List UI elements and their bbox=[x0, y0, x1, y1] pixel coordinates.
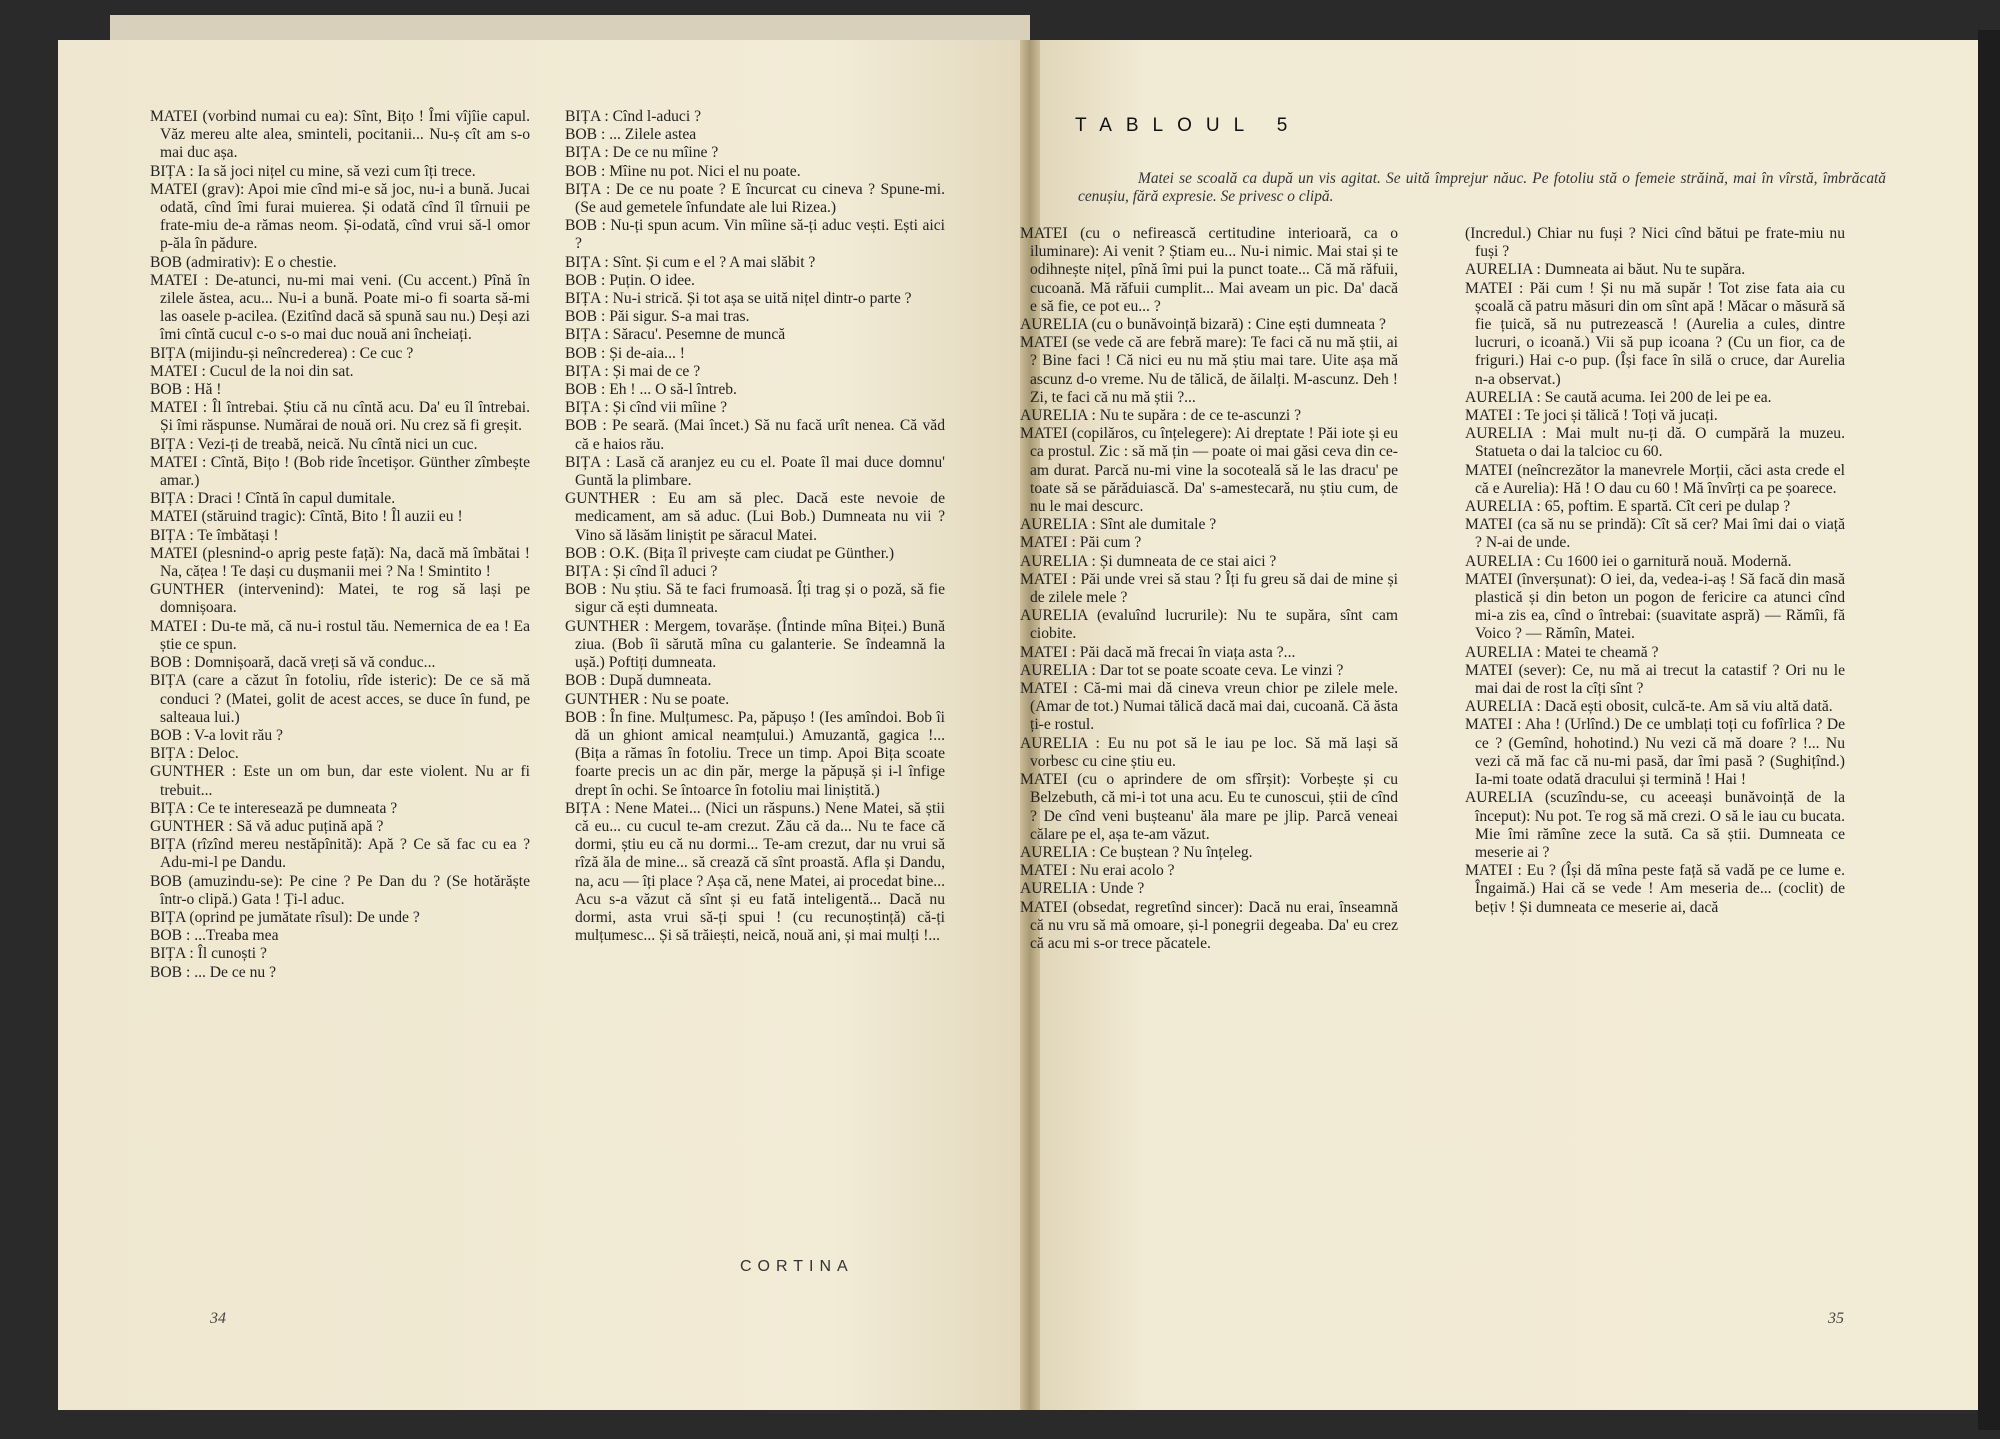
dialogue-line: AURELIA : Se caută acuma. Iei 200 de lei pe ea. bbox=[1465, 388, 1772, 406]
dialogue-line: MATEI (cu o aprindere de om sfîrșit): Vorbește și cu Belzebuth, că mi-i tot una acu. Eu te cunoscui, știi de cînd ? De cînd veni bușteanu' ăla mare pe jlip. Parcă veneai călare pe el, așa te-am văzut. bbox=[1020, 771, 1398, 843]
dialogue-line: BIȚA : Deloc. bbox=[150, 745, 239, 763]
book-cover-edge bbox=[1978, 30, 2000, 1430]
dialogue-line: AURELIA : Matei te cheamă ? bbox=[1465, 643, 1659, 661]
dialogue-line: BIȚA : Vezi-ți de treabă, neică. Nu cîntă nici un cuc. bbox=[150, 435, 478, 453]
dialogue-line: MATEI : Aha ! (Urlînd.) De ce umblați toți cu fofîrlica ? De ce ? (Gemînd, hohotind.) Nu vezi că mă doare ? !... Nu vezi că mă fac că nu-mi pasă, dar îmi pasă ? (Sughițînd.) Ia-mi toate odată dracului și termină ! Hai ! bbox=[1465, 716, 1845, 789]
dialogue-line: AURELIA : Unde ? bbox=[1020, 880, 1145, 898]
dialogue-line: BIȚA : Draci ! Cîntă în capul dumitale. bbox=[150, 490, 396, 508]
dialogue-line: AURELIA : Dacă ești obosit, culcă-te. Am să viu altă dată. bbox=[1465, 698, 1833, 716]
dialogue-line: BOB : ... De ce nu ? bbox=[150, 963, 277, 981]
dialogue-line: BOB : Eh ! ... O să-l întreb. bbox=[565, 381, 737, 399]
dialogue-line: AURELIA : Mai mult nu-ți dă. O cumpără la muzeu. Statueta o dai la talcioc cu 60. bbox=[1465, 425, 1845, 461]
dialogue-line: MATEI (obsedat, regretînd sincer): Dacă nu erai, înseamnă că nu vru să mă omoare, și-l ponegrii degeaba. Da' eu crez că acu mi s-or trece păcatele. bbox=[1020, 898, 1398, 952]
dialogue-line: BIȚA : Săracu'. Pesemne de muncă bbox=[565, 326, 786, 344]
dialogue-line: AURELIA : Dumneata ai băut. Nu te supăra. bbox=[1465, 261, 1746, 279]
dialogue-line: MATEI : Păi cum ? bbox=[1020, 534, 1142, 552]
dialogue-line: MATEI (stăruind tragic): Cîntă, Bito ! Îl auzii eu ! bbox=[150, 508, 463, 526]
dialogue-line: MATEI : Păi dacă mă frecai în viața asta ?... bbox=[1020, 643, 1296, 661]
dialogue-line: BOB (amuzindu-se): Pe cine ? Pe Dan du ? (Se hotărăște într-o clipă.) Gata ! Ți-l aduc. bbox=[150, 872, 530, 908]
dialogue-line: GUNTHER : Este un om bun, dar este violent. Nu ar fi trebuit... bbox=[150, 763, 530, 799]
dialogue-line: MATEI : De-atunci, nu-mi mai veni. (Cu accent.) Pînă în zilele ăstea, acu... Nu-i a bună. Poate mi-o fi soarta să-mi las oasele p-acilea. (Ezitînd dacă să spună sau nu.) Deși azi îmi cîntă cucul c-o s-o mai duc nouă ani încheiați. bbox=[150, 271, 530, 344]
dialogue-line: BOB : O.K. (Bița îl privește cam ciudat pe Günther.) bbox=[565, 544, 895, 562]
dialogue-line: MATEI (neîncrezător la manevrele Morții, căci asta crede el că e Aurelia): Hă ! O dau cu 60 ! Mă învîrți ca pe șoarece. bbox=[1465, 461, 1845, 497]
left-page-column-2 bbox=[565, 108, 945, 945]
dialogue-line: MATEI : Îl întrebai. Știu că nu cîntă acu. Da' eu îl întrebai. Și îmi răspunse. Numărai de nouă ori. Nu crez să fi greșit. bbox=[150, 399, 530, 435]
dialogue-line: BOB : Și de-aia... ! bbox=[565, 344, 685, 362]
dialogue-line: GUNTHER : Nu se poate. bbox=[565, 690, 730, 708]
dialogue-line: BIȚA : De ce nu mîine ? bbox=[565, 144, 719, 162]
dialogue-line: BOB : Mîine nu pot. Nici el nu poate. bbox=[565, 162, 801, 180]
dialogue-line: MATEI (plesnind-o aprig peste față): Na, dacă mă îmbătai ! Na, cățea ! Te dași cu dușmanii mei ? Na ! Smintito ! bbox=[150, 544, 530, 581]
dialogue-line: BIȚA : Ce te interesează pe dumneata ? bbox=[150, 799, 398, 817]
dialogue-line: GUNTHER : Să vă aduc puțină apă ? bbox=[150, 817, 384, 835]
dialogue-line: BIȚA : Ia să joci nițel cu mine, să vezi cum îți trece. bbox=[150, 162, 476, 180]
right-page-column-1 bbox=[1020, 225, 1398, 953]
cortina-label: CORTINA bbox=[740, 1258, 854, 1275]
dialogue-line: BOB : După dumneata. bbox=[565, 672, 712, 690]
dialogue-line: BIȚA : De ce nu poate ? E încurcat cu cineva ? Spune-mi. (Se aud gemetele înfundate ale lui Rizea.) bbox=[565, 180, 945, 217]
dialogue-line: MATEI : Păi unde vrei să stau ? Îți fu greu să dai de mine și de zilele mele ? bbox=[1020, 570, 1398, 607]
dialogue-line: BOB : ... Zilele astea bbox=[565, 126, 697, 144]
dialogue-line: MATEI (grav): Apoi mie cînd mi-e să joc, nu-i a bună. Jucai odată, cînd îmi furai muierea. Și odată cînd îl tîrnuii pe frate-miu de-a rămas neom. Și-odată, cînd vrui să-l omor p-ăla în pădure. bbox=[150, 180, 530, 253]
dialogue-line: MATEI : Te joci și tălică ! Toți vă jucați. bbox=[1465, 407, 1718, 425]
dialogue-line: BOB : Nu-ți spun acum. Vin mîine să-ți aduc vești. Ești aici ? bbox=[565, 217, 945, 253]
dialogue-line: BIȚA : Și cînd îl aduci ? bbox=[565, 563, 718, 581]
dialogue-line: MATEI (vorbind numai cu ea): Sînt, Bițo ! Îmi vîjîie capul. Văz mereu alte alea, sminteli, pocitanii... Nu-ș cît am s-o mai duc așa. bbox=[150, 108, 530, 162]
dialogue-line: BOB : Pe seară. (Mai încet.) Să nu facă urît nenea. Că văd că e haios rău. bbox=[565, 417, 945, 453]
page-number-left: 34 bbox=[210, 1310, 226, 1327]
dialogue-line: BIȚA : Te îmbătași ! bbox=[150, 526, 279, 544]
dialogue-line: BOB : ...Treaba mea bbox=[150, 927, 279, 945]
dialogue-line: BIȚA : Nene Matei... (Nici un răspuns.) Nene Matei, să știi că eu... cu cucul te-am crezut. Zău că da... Nu te face că dormi, știu eu că nu dormi... Te-am crezut, dar nu vrui să rîză ăla de mine... să crează că sînt proastă. Afla și Dandu, na, acu — îți place ? Așa că, nene Matei, ai procedat bine... Acu s-a văzut că sînt și eu fată inteligentă... Dacă nu dormi, asta vrui să-ți spui ! (cu recunoștință) că-ți mulțumesc... Și să trăiești, neică, nouă ani, și mai mulți !... bbox=[565, 799, 945, 945]
dialogue-line: BIȚA (mijindu-și neîncrederea) : Ce cuc ? bbox=[150, 344, 414, 362]
dialogue-line: MATEI : Că-mi mai dă cineva vreun chior pe zilele mele. (Amar de tot.) Numai tălică dacă mai dai, cucoană. Că ăsta ți-e rostul. bbox=[1020, 680, 1398, 734]
dialogue-line: MATEI (cu o nefirească certitudine interioară, ca o iluminare): Ai venit ? Știam eu... Nu-i nimic. Mai stai și te odihnește nițel, pînă îmi pui la punct toate... Că mă răfuii, cucoană. Mă răfuii cumplit... Mai aveam un pic. Da' dacă e să fie, ce pot eu... ? bbox=[1020, 225, 1398, 315]
dialogue-line: MATEI : Nu erai acolo ? bbox=[1020, 862, 1175, 880]
dialogue-line: AURELIA : Eu nu pot să le iau pe loc. Să mă lași să vorbesc cu cine știu eu. bbox=[1020, 734, 1398, 770]
dialogue-line: BIȚA : Cînd l-aduci ? bbox=[565, 108, 701, 125]
dialogue-line: MATEI : Du-te mă, că nu-i rostul tău. Nemernica de ea ! Ea știe ce spun. bbox=[150, 617, 530, 653]
dialogue-line: BIȚA : Și cînd vii mîine ? bbox=[565, 399, 727, 417]
dialogue-line: BOB : Păi sigur. S-a mai tras. bbox=[565, 308, 750, 326]
dialogue-line: MATEI (se vede că are febră mare): Te faci că nu mă știi, ai ? Bine faci ! Că nici eu nu mă știu mai tare. Uite așa mă ascunz d-o vreme. Nu de tălică, de ăilalți. M-ascunz. Deh ! Zi, te faci că nu mă știi ?... bbox=[1020, 334, 1398, 406]
page-number-right: 35 bbox=[1828, 1310, 1844, 1327]
dialogue-line: BOB : Puțin. O idee. bbox=[565, 271, 695, 289]
dialogue-line: BIȚA : Lasă că aranjez eu cu el. Poate îl mai duce domnu' Guntă la plimbare. bbox=[565, 453, 945, 490]
dialogue-line: (Incredul.) Chiar nu fuși ? Nici cînd bătui pe frate-miu nu fuși ? bbox=[1465, 225, 1845, 261]
tableau-title: TABLOUL 5 bbox=[1075, 115, 1302, 136]
dialogue-line: BIȚA : Îl cunoști ? bbox=[150, 945, 267, 963]
dialogue-line: AURELIA (evaluînd lucrurile): Nu te supăra, sînt cam ciobite. bbox=[1020, 607, 1398, 643]
dialogue-line: BOB : Nu știu. Să te faci frumoasă. Îți trag și o poză, să fie sigur că ești dumneata. bbox=[565, 581, 945, 617]
dialogue-line: AURELIA : Cu 1600 iei o garnitură nouă. Modernă. bbox=[1465, 552, 1792, 570]
dialogue-line: BOB : Hă ! bbox=[150, 381, 222, 399]
dialogue-line: AURELIA : Dar tot se poate scoate ceva. Le vinzi ? bbox=[1020, 661, 1344, 679]
dialogue-line: MATEI (copilăros, cu înțelegere): Ai dreptate ! Păi iote și eu ca prostul. Zic : să mă țin — poate oi mai găsi ceva din ce-am durat. Parcă nu-mi vine la socoteală să le las dracu' pe toate să se părăduiască. Da' s-amestecară, nu știu cum, de nu le mai descurc. bbox=[1020, 425, 1398, 516]
dialogue-line: MATEI : Păi cum ! Și nu mă supăr ! Tot zise fata aia cu școală că patru măsuri din om sînt apă ! Măcar o măsură să fie țuică, să nu putrezească ! (Aurelia a cules, dintre lucruri, o icoană.) Vii să pup icoana ? (Cu un fior, ca de friguri.) Hai c-o pup. (Își face în silă o cruce, dar Aurelia n-a observat.) bbox=[1465, 279, 1845, 388]
dialogue-line: MATEI : Cucul de la noi din sat. bbox=[150, 362, 354, 380]
dialogue-line: AURELIA : 65, poftim. E spartă. Cît ceri pe dulap ? bbox=[1465, 498, 1791, 516]
dialogue-line: BOB : V-a lovit rău ? bbox=[150, 726, 283, 744]
dialogue-line: GUNTHER : Eu am să plec. Dacă este nevoie de medicament, am să aduc. (Lui Bob.) Dumneata nu vii ? Vino să lăsăm liniștit pe săracul Matei. bbox=[565, 490, 945, 544]
stage-direction: Matei se scoală ca după un vis agitat. Se uită împrejur năuc. Pe fotoliu stă o femeie străină, mai în vîrstă, îmbrăcată cenușiu, fără expresie. Se privesc o clipă. bbox=[1078, 170, 1886, 205]
dialogue-line: MATEI : Eu ? (Își dă mîna peste față să vadă pe ce lume e. Îngaimă.) Hai că se vede ! Am meseria de... (coclit) de bețiv ! Și dumneata ce meserie ai, dacă bbox=[1465, 862, 1845, 916]
dialogue-line: GUNTHER (intervenind): Matei, te rog să lași pe domnișoara. bbox=[150, 581, 530, 617]
dialogue-line: MATEI (sever): Ce, nu mă ai trecut la catastif ? Ori nu le mai dai de rost la cîți sînt ? bbox=[1465, 661, 1845, 698]
dialogue-line: AURELIA (cu o bunăvoință bizară) : Cine ești dumneata ? bbox=[1020, 316, 1386, 334]
dialogue-line: GUNTHER : Mergem, tovarășe. (Întinde mîna Biței.) Bună ziua. (Bob îi sărută mîna cu galanterie. Se îndeamnă la ușă.) Poftiți dumneata. bbox=[565, 617, 945, 672]
dialogue-line: BIȚA : Sînt. Și cum e el ? A mai slăbit ? bbox=[565, 253, 816, 271]
dialogue-line: BIȚA (oprind pe jumătate rîsul): De unde ? bbox=[150, 908, 420, 926]
dialogue-line: AURELIA (scuzîndu-se, cu aceeași bunăvoință de la început): Nu pot. Te rog să mă crezi. O să le iau cu bucata. Mie îmi rămîne zece la sută. Ca să știi. Dumneata ce meserie ai ? bbox=[1465, 789, 1845, 861]
left-page-column-1 bbox=[150, 108, 530, 982]
dialogue-line: AURELIA : Nu te supăra : de ce te-ascunzi ? bbox=[1020, 407, 1302, 425]
dialogue-line: BIȚA (rîzînd mereu nestăpînită): Apă ? Ce să fac cu ea ? Adu-mi-l pe Dandu. bbox=[150, 836, 530, 872]
dialogue-line: BOB : Domnișoară, dacă vreți să vă conduc... bbox=[150, 654, 436, 672]
dialogue-line: BIȚA (care a căzut în fotoliu, rîde isteric): De ce să mă conduci ? (Matei, golit de acest acces, se duce în fund, pe salteaua lui.) bbox=[150, 672, 530, 726]
right-page-column-2 bbox=[1465, 225, 1845, 917]
top-edge-strip bbox=[110, 15, 1030, 43]
dialogue-line: MATEI (înverșunat): O iei, da, vedea-i-aș ! Să facă din masă plastică și din beton un pogon de fericire ca atunci cînd mi-a zis ea, cînd o întrebai: (suavitate aspră) — Rămîi, fă Voico ? — Rămîn, Matei. bbox=[1465, 570, 1845, 643]
dialogue-line: MATEI : Cîntă, Bițo ! (Bob ride încetișor. Günther zîmbește amar.) bbox=[150, 453, 530, 490]
dialogue-line: BIȚA : Și mai de ce ? bbox=[565, 362, 701, 380]
dialogue-line: BIȚA : Nu-i strică. Și tot așa se uită nițel dintr-o parte ? bbox=[565, 290, 912, 308]
dialogue-line: AURELIA : Și dumneata de ce stai aici ? bbox=[1020, 552, 1277, 570]
dialogue-line: BOB (admirativ): E o chestie. bbox=[150, 253, 337, 271]
dialogue-line: MATEI (ca să nu se prindă): Cît să cer? Mai îmi dai o viață ? N-ai de unde. bbox=[1465, 516, 1845, 552]
dialogue-line: BOB : În fine. Mulțumesc. Pa, păpușo ! (Ies amîndoi. Bob îi dă un ghiont amical neamțului.) Amuzantă, gagica !... (Bița a rămas în fotoliu. Trece un timp. Apoi Bița scoate foarte precis un ac din păr, merge la păpușă și i-l înfige drept în ochi. Se întoarce în fotoliu mai liniștită.) bbox=[565, 708, 945, 799]
dialogue-line: AURELIA : Ce buștean ? Nu înțeleg. bbox=[1020, 843, 1253, 861]
dialogue-line: AURELIA : Sînt ale dumitale ? bbox=[1020, 516, 1217, 534]
